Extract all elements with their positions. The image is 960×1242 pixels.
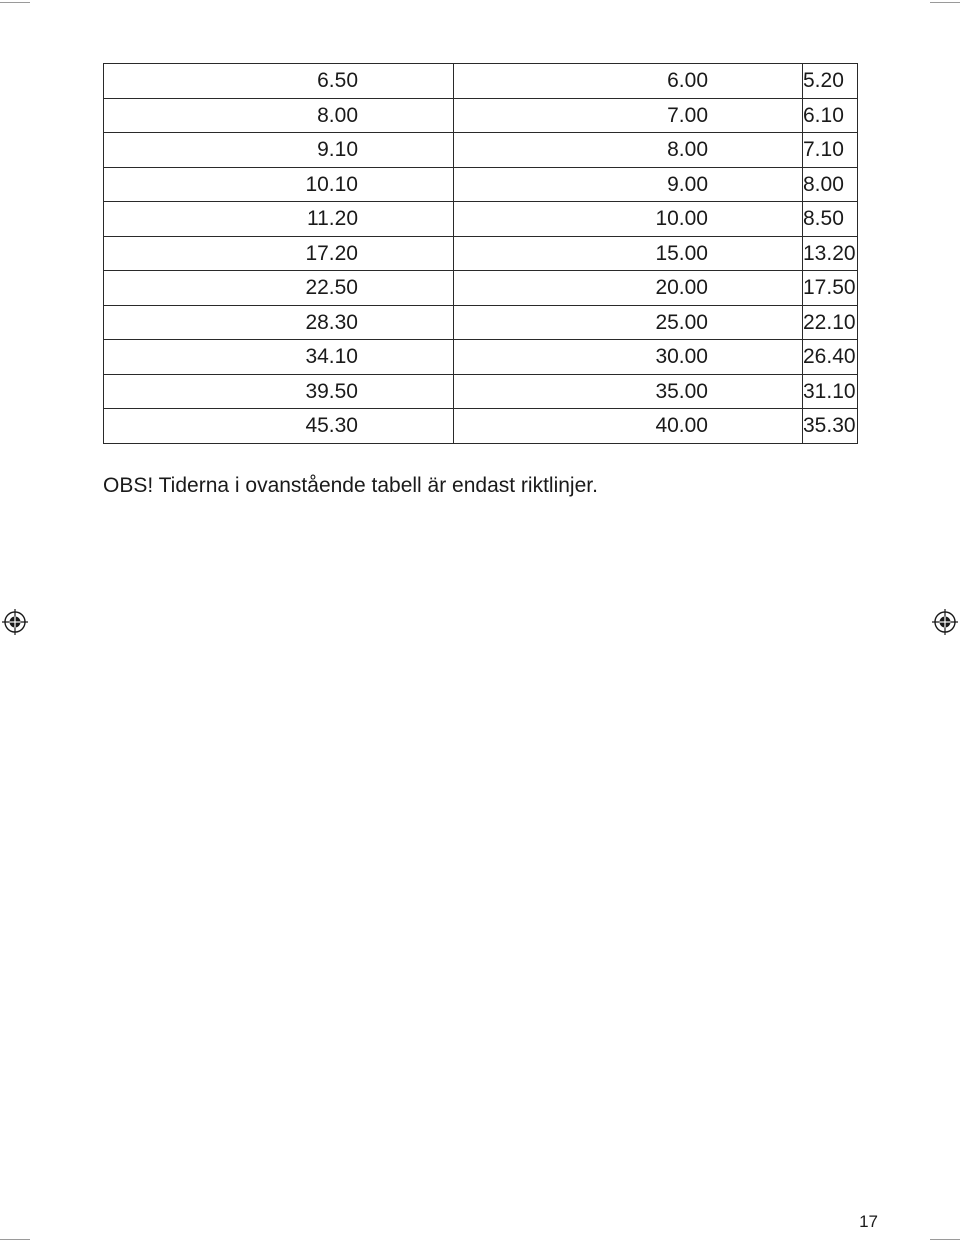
table-cell: 40.00 xyxy=(454,409,803,444)
crop-mark-bottom-left xyxy=(0,1239,30,1240)
table-cell: 9.10 xyxy=(104,133,454,168)
table-cell: 35.30 xyxy=(803,409,858,444)
table-cell: 34.10 xyxy=(104,340,454,375)
table-cell: 9.00 xyxy=(454,167,803,202)
table-cell: 6.00 xyxy=(454,64,803,99)
table-cell: 39.50 xyxy=(104,374,454,409)
table-cell: 8.00 xyxy=(104,98,454,133)
table-cell: 30.00 xyxy=(454,340,803,375)
table-cell: 13.20 xyxy=(803,236,858,271)
table-cell: 6.50 xyxy=(104,64,454,99)
table-cell: 31.10 xyxy=(803,374,858,409)
table-cell: 45.30 xyxy=(104,409,454,444)
table-row xyxy=(104,305,858,340)
page-number: 17 xyxy=(859,1212,878,1231)
table-row xyxy=(104,167,858,202)
table-cell: 10.10 xyxy=(104,167,454,202)
table-row xyxy=(104,133,858,168)
table-row xyxy=(104,271,858,306)
table-cell: 22.10 xyxy=(803,305,858,340)
table-cell: 5.20 xyxy=(803,64,858,99)
table-row xyxy=(104,64,858,99)
table-cell: 10.00 xyxy=(454,202,803,237)
table-cell: 17.50 xyxy=(803,271,858,306)
registration-mark-right xyxy=(932,609,958,635)
table-cell: 7.10 xyxy=(803,133,858,168)
table-cell: 8.50 xyxy=(803,202,858,237)
note-text: OBS! Tiderna i ovanstående tabell är endast riktlinjer. xyxy=(103,474,598,497)
times-table xyxy=(103,63,858,444)
crop-mark-top-right xyxy=(930,2,960,3)
table-cell: 28.30 xyxy=(104,305,454,340)
table-row xyxy=(104,409,858,444)
table-cell: 7.00 xyxy=(454,98,803,133)
table-cell: 26.40 xyxy=(803,340,858,375)
table-cell: 22.50 xyxy=(104,271,454,306)
table-row xyxy=(104,98,858,133)
table-cell: 35.00 xyxy=(454,374,803,409)
crop-mark-top-left xyxy=(0,2,30,3)
table-cell: 8.00 xyxy=(454,133,803,168)
table-cell: 11.20 xyxy=(104,202,454,237)
table-cell: 15.00 xyxy=(454,236,803,271)
table-row xyxy=(104,236,858,271)
table-cell: 17.20 xyxy=(104,236,454,271)
table-cell: 8.00 xyxy=(803,167,858,202)
table-cell: 6.10 xyxy=(803,98,858,133)
registration-mark-left xyxy=(2,609,28,635)
crop-mark-bottom-right xyxy=(930,1239,960,1240)
table-row xyxy=(104,374,858,409)
table-cell: 25.00 xyxy=(454,305,803,340)
table-row xyxy=(104,340,858,375)
table-row xyxy=(104,202,858,237)
table-cell: 20.00 xyxy=(454,271,803,306)
